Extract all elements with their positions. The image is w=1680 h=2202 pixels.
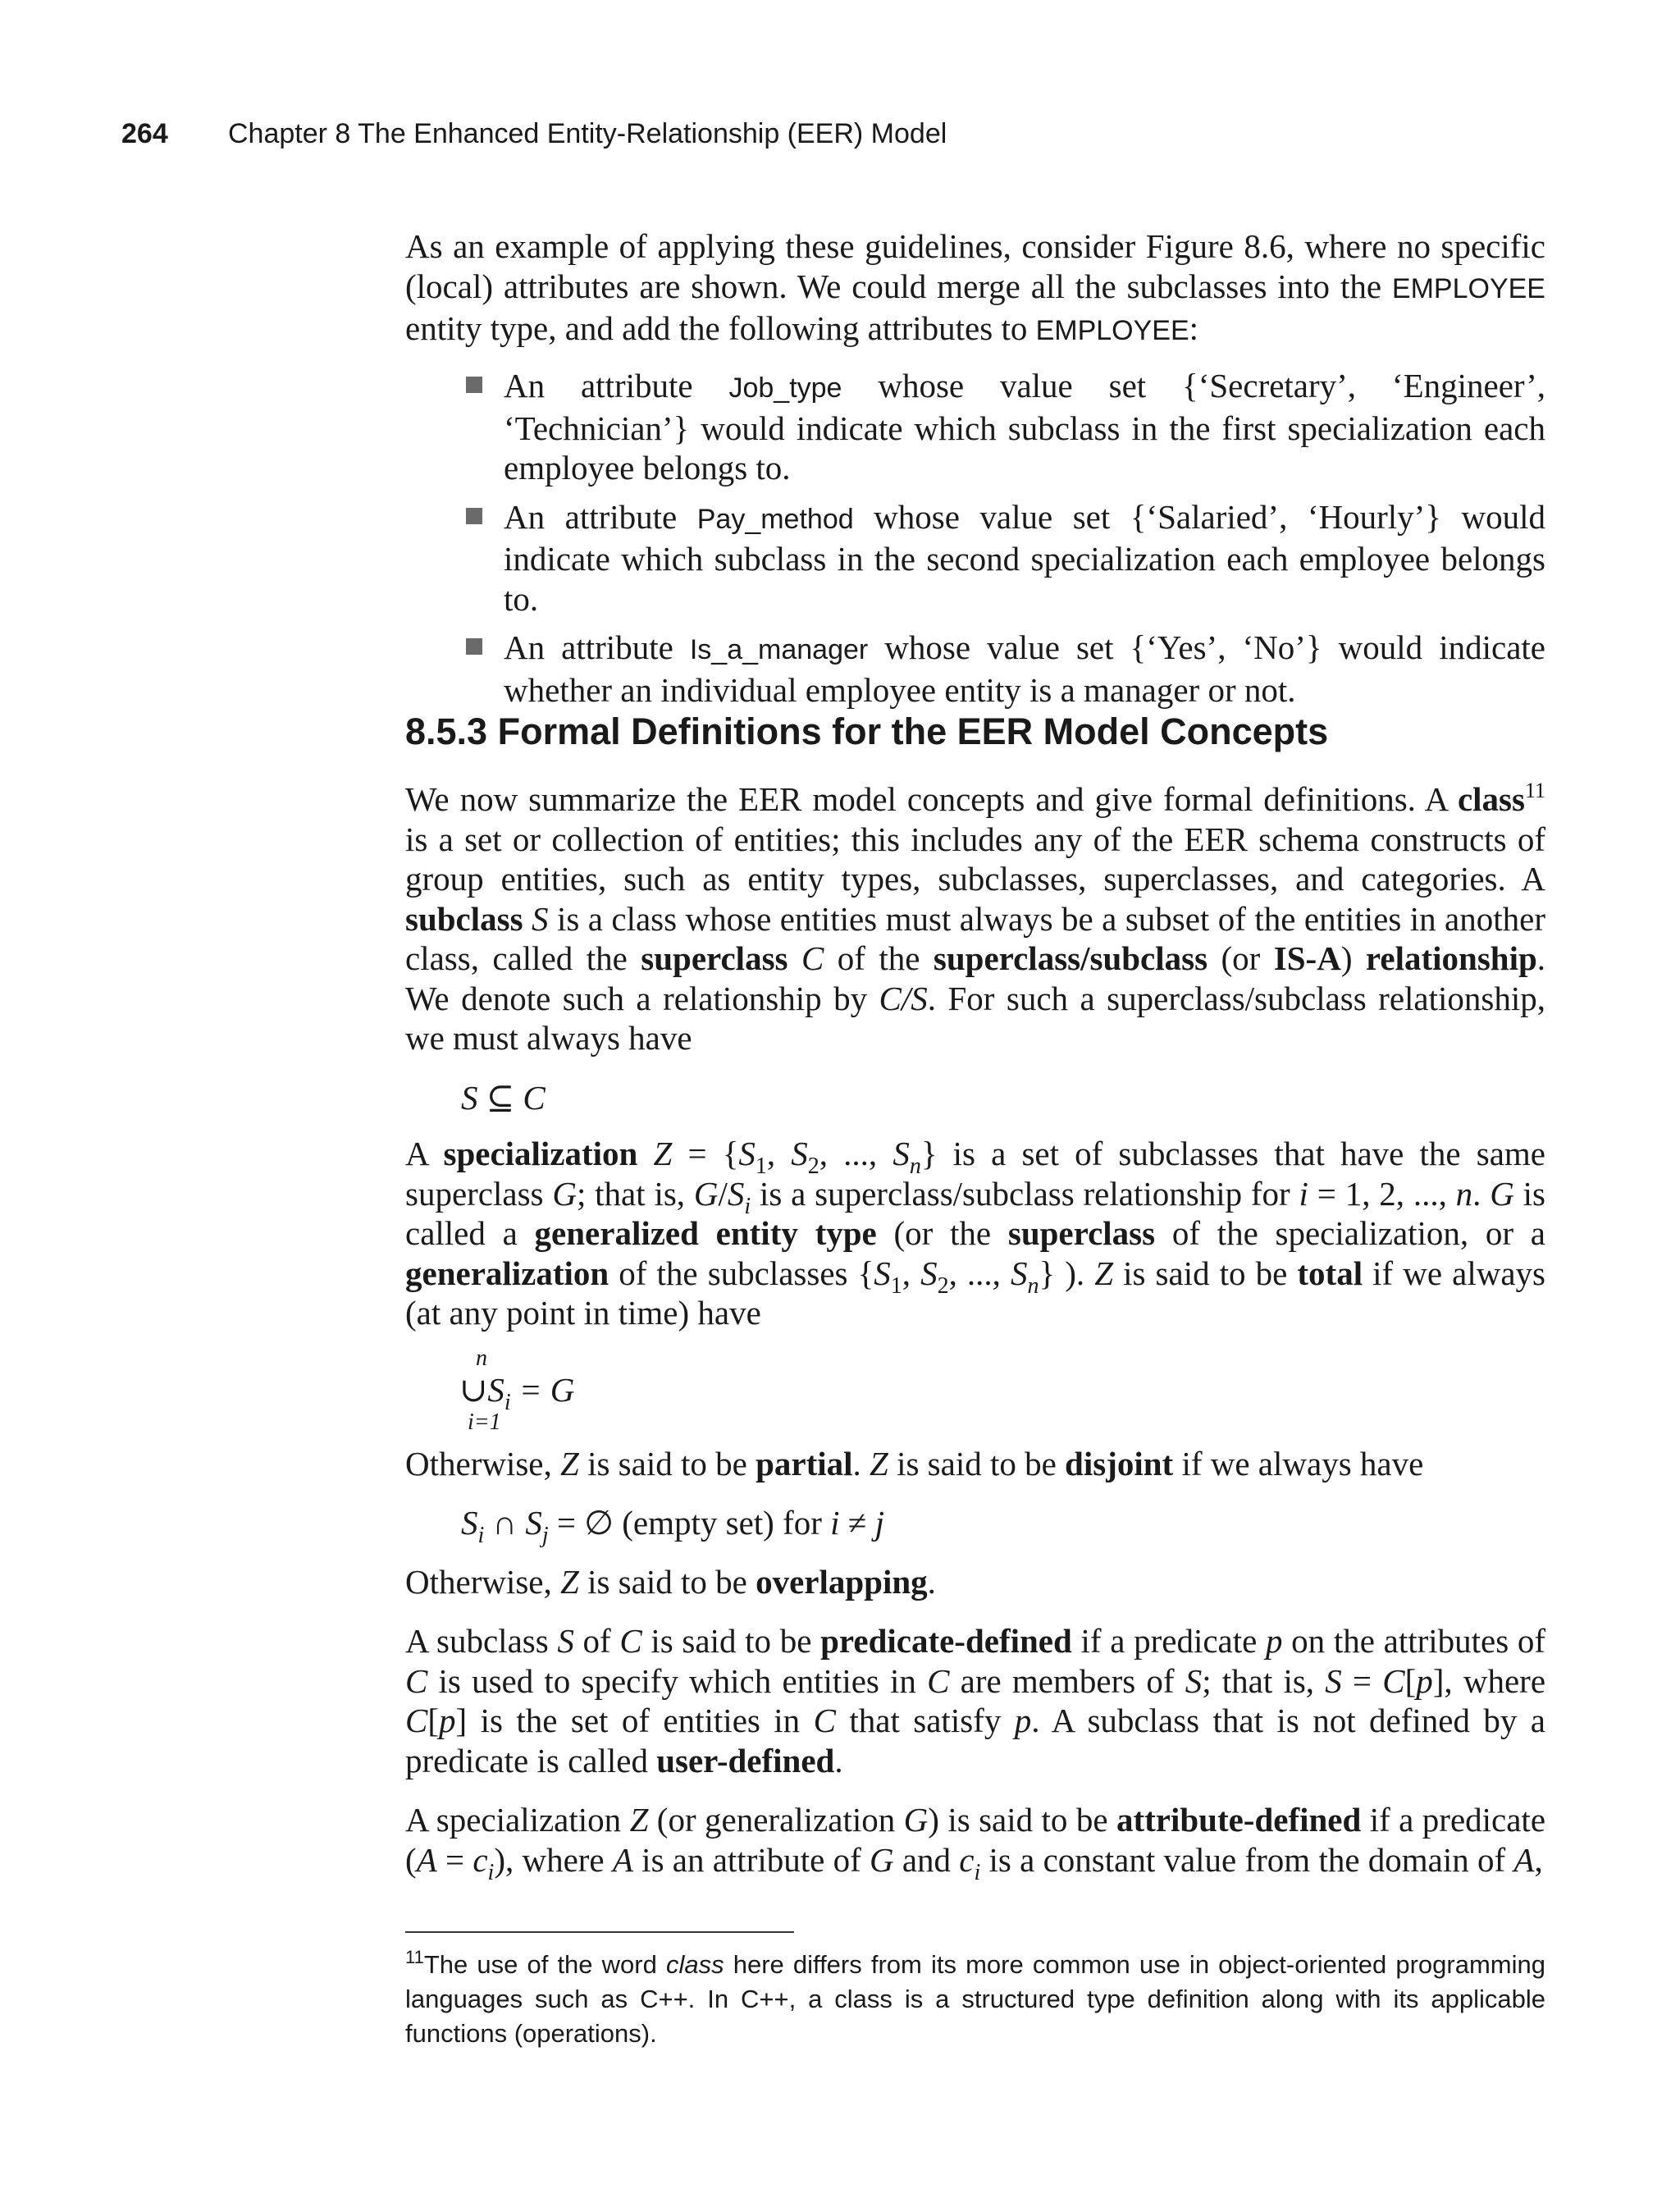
footnote-divider: [405, 1931, 794, 1933]
definition-paragraph-specialization: A specialization $Z = \{S_1$, $S_2$, ..., $S_n$} is a set of subclasses that have the same superclass G; that is, $G/S_i$ is a superclass/subclass relationship for i = 1, 2, ..., n. G is called a generalized entity type (or the superclass of the specialization, or a generalization of the subclasses {$S_1$, $S_2$, ..., $S_n$} ). Z is said to be total if we always (at any point in time) have: [405, 1135, 1546, 1332]
list-item: An attribute Is_a_manager whose value set {‘Yes’, ‘No’} would indicate whether an individual employee entity is a manager or not.: [405, 628, 1545, 710]
section-heading: 8.5.3 Formal Definitions for the EER Model Concepts: [405, 710, 1329, 752]
definition-paragraph-predicate: A subclass S of C is said to be predicate-defined if a predicate p on the attributes of C is used to specify which entities in C are members of S; that is, S = C[p], where C[p] is the set of entities in C that satisfy p. A subclass that is not defined by a predicate is called user-defined.: [405, 1622, 1546, 1779]
list-item: An attribute Job_type whose value set {‘Secretary’, ‘Engineer’, ‘Technician’} would indicate which subclass in the first specialization each employee belongs to.: [405, 366, 1545, 488]
definition-paragraph-class: We now summarize the EER model concepts and give formal definitions. A class$^{11}$ is a set or collection of entities; this includes any of the EER schema constructs of group entities, such as entity types, subclasses, superclasses, and categories. A subclass S is a class whose entities must always be a subset of the entities in another class, called the superclass C of the superclass/subclass (or IS-A) relationship. We denote such a relationship by C/S. For such a superclass/subclass relationship, we must always have: [405, 779, 1546, 1057]
page-number: 264: [121, 118, 168, 149]
equation-union: n $\cup S_i = G$ i=1: [459, 1345, 575, 1435]
equation-subset: S ⊆ C: [461, 1079, 546, 1117]
bullet-square-icon: [466, 508, 482, 524]
definition-paragraph-attribute: A specialization Z (or generalization G) is said to be attribute-defined if a predicate $(A = c_i)$, where A is an attribute of G and $c_i$ is a constant value from the domain of A,: [405, 1801, 1546, 1885]
intro-paragraph: As an example of applying these guidelines, consider Figure 8.6, where no specific (local) attributes are shown. We could merge all the subclasses into the EMPLOYEE entity type, and add the following attributes to EMPLOYEE:: [405, 227, 1545, 347]
chapter-title: Chapter 8 The Enhanced Entity-Relationship (EER) Model: [228, 118, 947, 149]
definition-paragraph-partial: Otherwise, Z is said to be partial. Z is said to be disjoint if we always have: [405, 1445, 1424, 1482]
bullet-square-icon: [466, 638, 482, 655]
bullet-list: [405, 366, 1545, 710]
bullet-square-icon: [466, 377, 482, 393]
list-item: An attribute Pay_method whose value set {‘Salaried’, ‘Hourly’} would indicate which subclass in the second specialization each employee belongs to.: [405, 497, 1545, 619]
equation-disjoint: $S_i$ ∩ $S_j$ = ∅ (empty set) for i ≠ j: [461, 1504, 884, 1548]
running-header: [121, 118, 1565, 159]
footnote: $^{11}$The use of the word class here differs from its more common use in object-oriented programming languages such as C++. In C++, a class is a structured type definition along with its applicable functions (operations).: [405, 1947, 1545, 2048]
definition-paragraph-overlapping: Otherwise, Z is said to be overlapping.: [405, 1563, 936, 1601]
